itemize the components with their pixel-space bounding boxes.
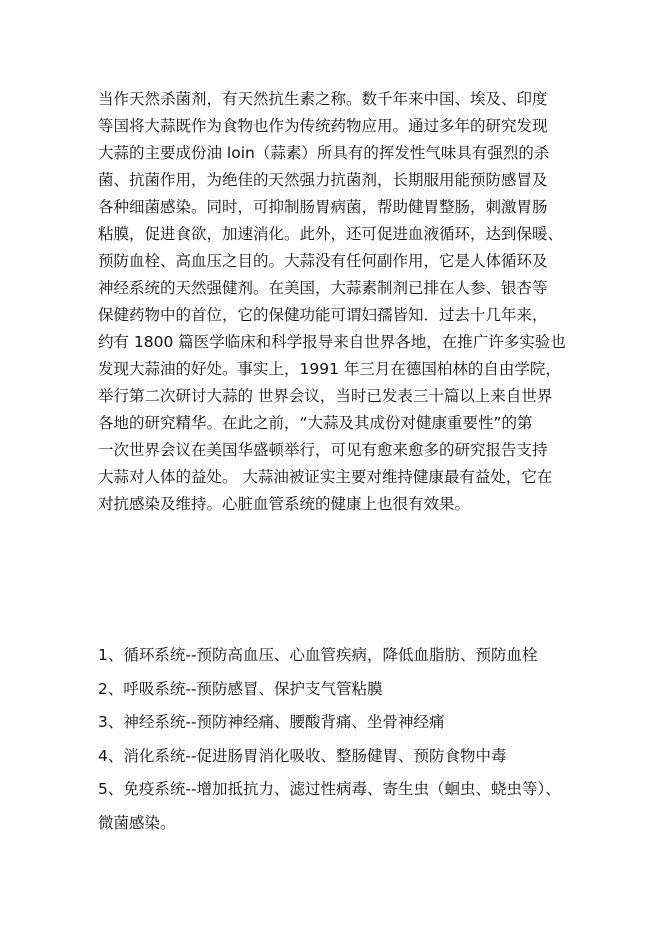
list-item: 2、呼吸系统--预防感冒、保护支气管粘膜	[98, 679, 383, 698]
paragraph-line: 菌、抗菌作用，为绝佳的天然强力抗菌剂，长期服用能预防感冒及	[98, 171, 548, 189]
paragraph-line: 大蒜的主要成份油 loin（蒜素）所具有的挥发性气味具有强烈的杀	[98, 144, 550, 162]
list-item: 1、循环系统--预防高血压、心血管疾病，降低血脂肪、预防血栓	[98, 646, 538, 664]
body-paragraph	[98, 86, 578, 518]
benefits-list	[98, 639, 588, 840]
paragraph-line: 大蒜对人体的益处。 大蒜油被证实主要对维持健康最有益处，它在	[98, 468, 553, 486]
paragraph-line: 发现大蒜油的好处。事实上，1991 年三月在德国柏林的自由学院，	[98, 360, 561, 378]
paragraph-line: 当作天然杀菌剂，有天然抗生素之称。数千年来中国、埃及、印度	[98, 90, 548, 108]
paragraph-line: 一次世界会议在美国华盛顿举行，可见有愈来愈多的研究报告支持	[98, 441, 548, 459]
paragraph-line: 预防血栓、高血压之目的。大蒜没有任何副作用，它是人体循环及	[98, 252, 548, 270]
list-item: 3、神经系统--预防神经痛、腰酸背痛、坐骨神经痛	[98, 713, 445, 731]
paragraph-line: 保健药物中的首位，它的保健功能可谓妇孺皆知．过去十几年来，	[98, 306, 548, 324]
paragraph-line: 等国将大蒜既作为食物也作为传统药物应用。通过多年的研究发现	[98, 117, 548, 135]
paragraph-line: 各种细菌感染。同时，可抑制肠胃病菌，帮助健胃整肠，刺激胃肠	[98, 198, 548, 216]
paragraph-line: 神经系统的天然强健剂。在美国，大蒜素制剂已排在人参、银杏等	[98, 279, 548, 297]
paragraph-line: 对抗感染及维持。心脏血管系统的健康上也很有效果。	[98, 495, 471, 513]
list-item-continuation: 微菌感染。	[98, 813, 176, 832]
list-item: 5、免疫系统--增加抵抗力、滤过性病毒、寄生虫（蛔虫、蛲虫等）、	[98, 780, 561, 798]
list-item: 4、消化系统--促进肠胃消化吸收、整肠健胃、预防食物中毒	[98, 746, 507, 765]
paragraph-line: 各地的研究精华。在此之前，“大蒜及其成份对健康重要性”的第	[98, 414, 533, 432]
paragraph-line: 约有 1800 篇医学临床和科学报导来自世界各地，在推广许多实验也	[98, 333, 566, 351]
paragraph-line: 举行第二次研讨大蒜的 世界会议，当时已发表三十篇以上来自世界	[98, 387, 553, 405]
paragraph-line: 粘膜，促进食欲，加速消化。此外，还可促进血液循环，达到保暖、	[98, 225, 564, 243]
